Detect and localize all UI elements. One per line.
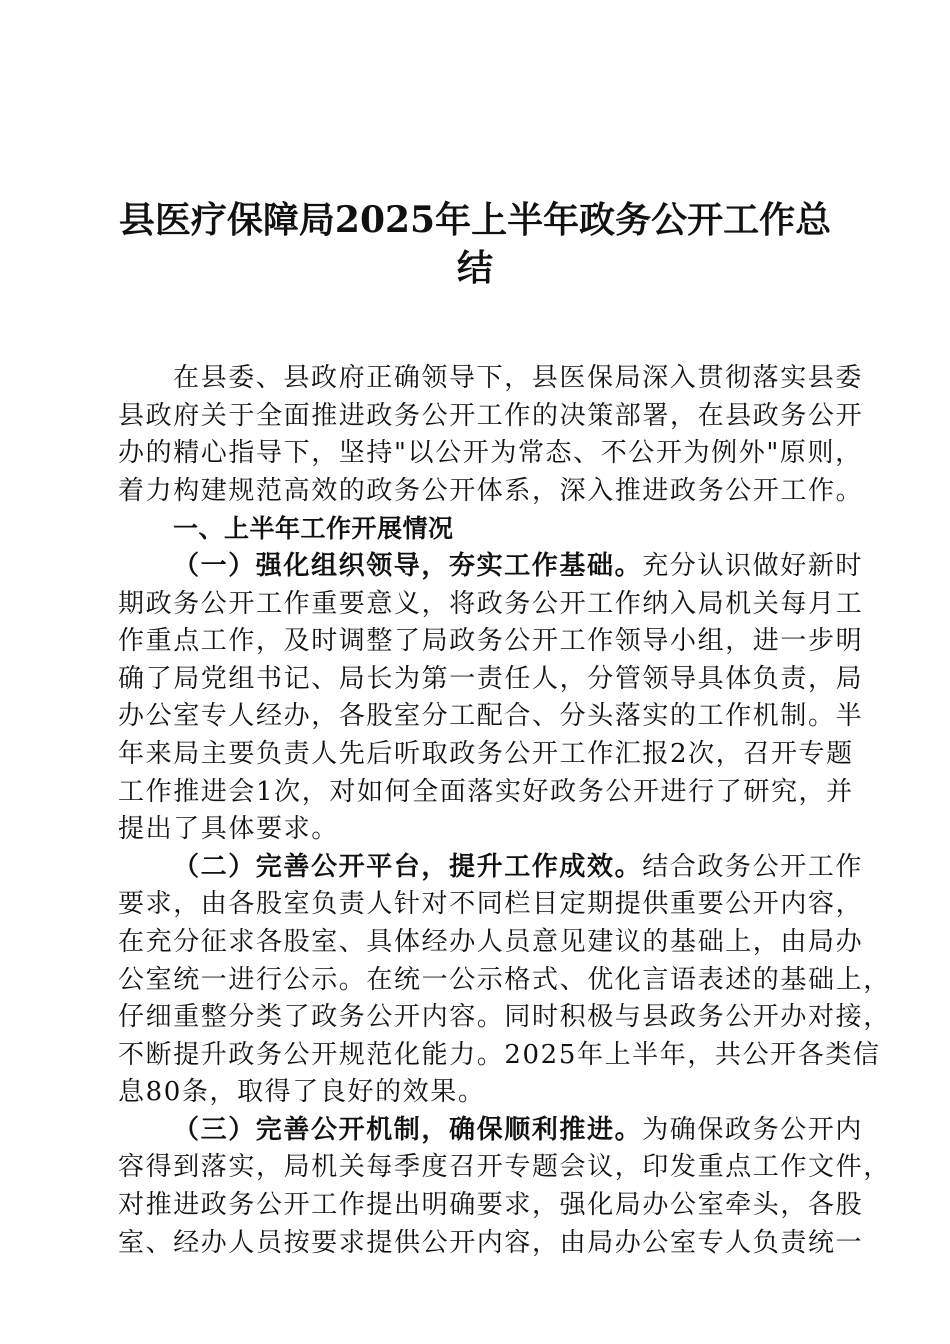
- paragraph-line: 年来局主要负责人先后听取政务公开工作汇报2次，召开专题: [118, 738, 854, 769]
- paragraph-text: 为确保政务公开内: [642, 1114, 864, 1145]
- paragraph-line: 室、经办人员按要求提供公开内容，由局办公室专人负责统一: [118, 1227, 864, 1258]
- subsection-lead: （一）强化组织领导，夯实工作基础。: [173, 550, 643, 581]
- paragraph-line: 期政务公开工作重要意义，将政务公开工作纳入局机关每月工: [118, 588, 864, 619]
- subsection-lead: （二）完善公开平台，提升工作成效。: [173, 851, 643, 882]
- paragraph-line: 容得到落实，局机关每季度召开专题会议，印发重点工作文件，: [118, 1152, 891, 1183]
- paragraph-line: 作重点工作，及时调整了局政务公开工作领导小组，进一步明: [118, 626, 864, 657]
- paragraph-line: 公室统一进行公示。在统一公示格式、优化言语表述的基础上，: [118, 964, 891, 995]
- document-title-line-1: 县医疗保障局2025年上半年政务公开工作总: [118, 199, 832, 241]
- intro-line: 在县委、县政府正确领导下，县医保局深入贯彻落实县委: [173, 363, 864, 393]
- paragraph-line: 仔细重整分类了政务公开内容。同时积极与县政务公开办对接，: [118, 1002, 891, 1033]
- intro-line: 办的精心指导下，坚持"以公开为常态、不公开为例外"原则，: [118, 438, 863, 469]
- paragraph-first-line: [118, 1112, 864, 1150]
- paragraph-text: 结合政务公开工作: [642, 851, 864, 882]
- paragraph-line: 在充分征求各股室、具体经办人员意见建议的基础上，由局办: [118, 926, 864, 957]
- paragraph-line: 工作推进会1次，对如何全面落实好政务公开进行了研究，并: [118, 776, 854, 807]
- paragraph-first-line: [118, 548, 864, 586]
- paragraph-line: 提出了具体要求。: [118, 814, 339, 845]
- paragraph-line: 不断提升政务公开规范化能力。2025年上半年，共公开各类信: [118, 1039, 881, 1070]
- paragraph-line: 要求，由各股室负责人针对不同栏目定期提供重要公开内容，: [118, 889, 864, 920]
- document-title-line-2: 结: [456, 247, 493, 289]
- paragraph-text: 充分认识做好新时: [642, 550, 864, 581]
- paragraph-line: 对推进政务公开工作提出明确要求，强化局办公室牵头，各股: [118, 1190, 864, 1221]
- section-heading: 一、上半年工作开展情况: [173, 514, 454, 544]
- intro-line: 着力构建规范高效的政务公开体系，深入推进政务公开工作。: [118, 475, 864, 506]
- document-body: [118, 360, 891, 1262]
- subsection-lead: （三）完善公开机制，确保顺利推进。: [173, 1114, 643, 1145]
- intro-line: 县政府关于全面推进政务公开工作的决策部署，在县政务公开: [118, 400, 864, 431]
- paragraph-line: 确了局党组书记、局长为第一责任人，分管领导具体负责，局: [118, 663, 864, 694]
- paragraph-line: 息80条，取得了良好的效果。: [118, 1077, 486, 1108]
- paragraph-line: 办公室专人经办，各股室分工配合、分头落实的工作机制。半: [118, 701, 864, 732]
- paragraph-first-line: [118, 849, 864, 887]
